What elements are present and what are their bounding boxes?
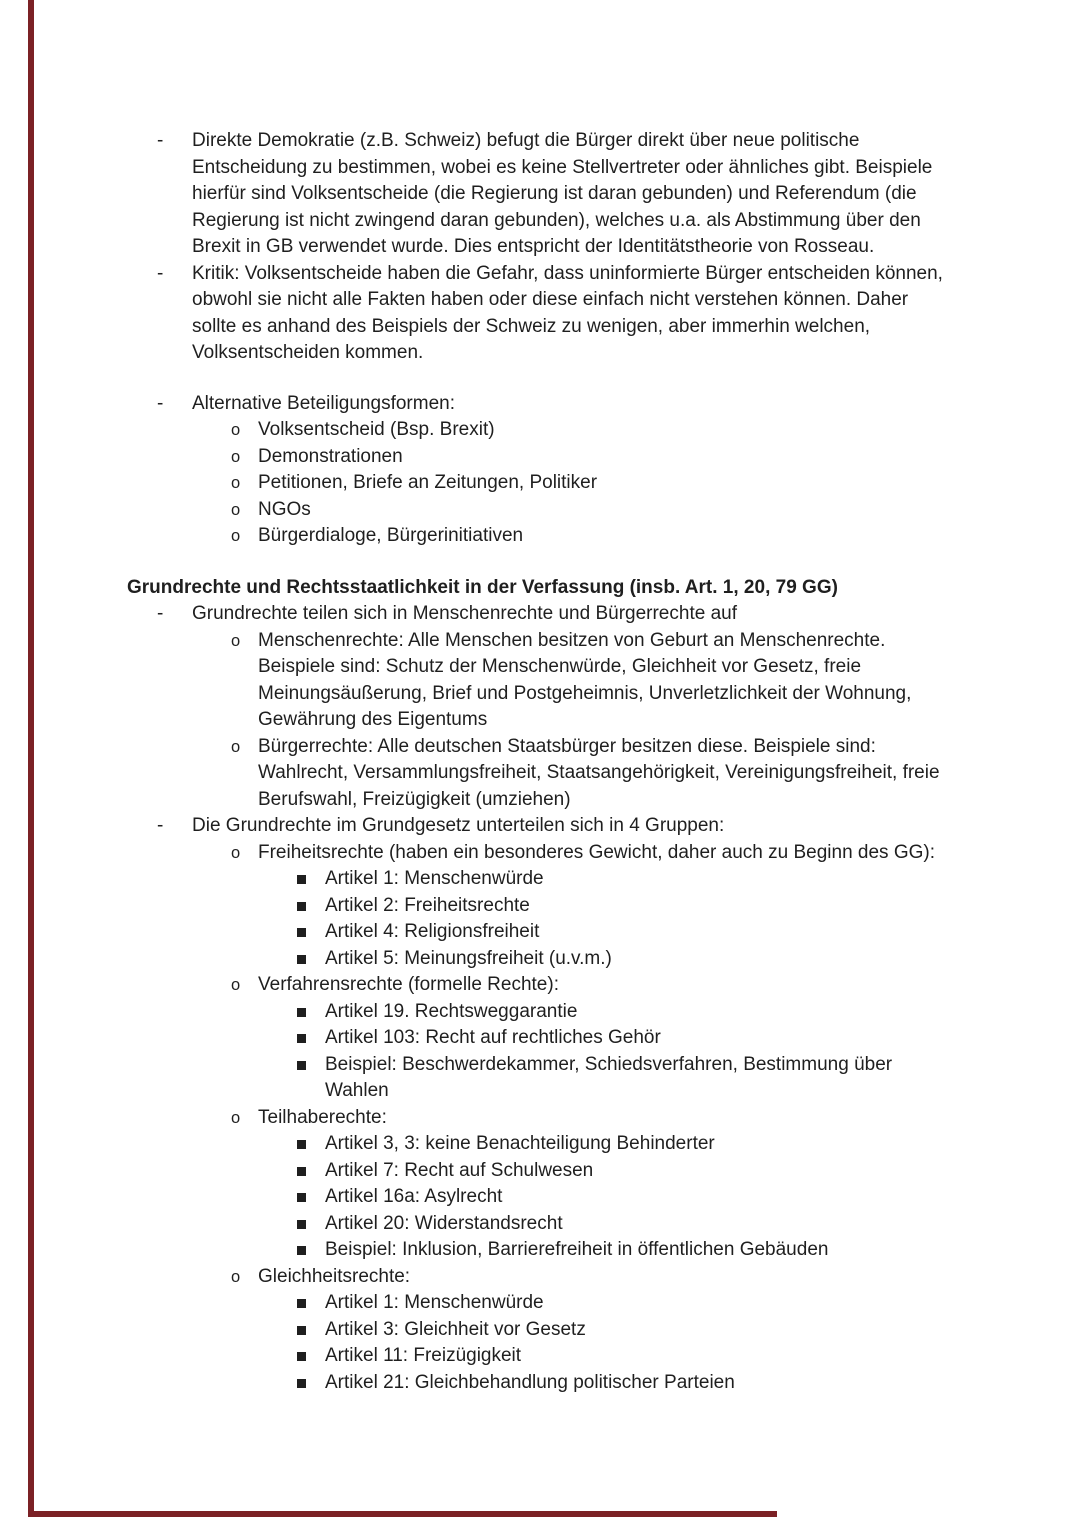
dash-bullet-icon: - <box>157 262 164 284</box>
list-item-level3 <box>295 893 1080 920</box>
list-item-level3 <box>295 1370 1080 1397</box>
square-bullet-icon <box>297 955 306 964</box>
text-line: Artikel 1: Menschenwürde <box>325 868 544 889</box>
square-bullet-icon <box>297 1326 306 1335</box>
text-line: Bürgerdialoge, Bürgerinitiativen <box>258 525 524 546</box>
list-item-level3 <box>295 919 1080 946</box>
text-line: Beispiel: Beschwerdekammer, Schiedsverfahren, Bestimmung über <box>325 1053 893 1075</box>
text-line: Artikel 20: Widerstandsrecht <box>325 1212 563 1234</box>
text-line: Gleichheitsrechte: <box>258 1265 411 1287</box>
square-bullet-icon <box>297 1379 306 1388</box>
square-bullet-icon <box>297 1034 306 1043</box>
list-item-level2 <box>231 628 1080 734</box>
list-item-level3 <box>295 999 1080 1026</box>
text-line: Artikel 2: Freiheitsrechte <box>325 894 530 916</box>
list-item-level2 <box>231 444 1080 471</box>
page-border-bottom <box>28 1511 777 1517</box>
list-item-level2 <box>231 497 1080 524</box>
square-bullet-icon <box>297 1246 306 1255</box>
circle-bullet-icon: o <box>231 1267 241 1286</box>
text-line: Artikel 5: Meinungsfreiheit (u.v.m.) <box>325 947 612 969</box>
list-item-level2 <box>231 972 1080 999</box>
square-bullet-icon <box>297 875 306 884</box>
square-bullet-icon <box>297 1220 306 1229</box>
list-item-level2 <box>231 470 1080 497</box>
text-line: Artikel 19. Rechtsweggarantie <box>325 1000 578 1022</box>
dash-bullet-icon: - <box>157 392 164 414</box>
list-item-level1 <box>157 601 1080 628</box>
text-line: Demonstrationen <box>258 445 403 467</box>
list-item-level3 <box>295 866 1080 893</box>
text-line: Wahlen <box>325 1080 389 1101</box>
text-line: Berufswahl, Freizügigkeit (umziehen) <box>258 788 571 810</box>
text-line: Bürgerrechte: Alle deutschen Staatsbürger besitzen diese. Beispiele sind: <box>258 735 876 757</box>
circle-bullet-icon: o <box>231 421 241 439</box>
section-heading <box>127 575 1080 602</box>
list-item-level3 <box>295 1025 1080 1052</box>
list-item-level2 <box>231 417 1080 444</box>
text-line: obwohl sie nicht alle Fakten haben oder diese einfach nicht verstehen können. Daher <box>192 289 909 310</box>
text-line: Artikel 3: Gleichheit vor Gesetz <box>325 1318 586 1340</box>
list-item-level2 <box>231 734 1080 814</box>
text-line: Direkte Demokratie (z.B. Schweiz) befugt die Bürger direkt über neue politische <box>192 130 860 151</box>
square-bullet-icon <box>297 1061 306 1070</box>
list-item-level3 <box>295 946 1080 973</box>
circle-bullet-icon: o <box>231 500 241 519</box>
dash-bullet-icon: - <box>157 130 164 151</box>
text-line: sollte es anhand des Beispiels der Schweiz zu wenigen, aber immerhin welchen, <box>192 315 871 337</box>
text-line: Artikel 4: Religionsfreiheit <box>325 921 540 942</box>
dash-bullet-icon: - <box>157 815 164 836</box>
notes-outline <box>0 128 1080 1396</box>
text-line: Artikel 11: Freizügigkeit <box>325 1345 522 1366</box>
text-line: Grundrechte teilen sich in Menschenrechte und Bürgerrechte auf <box>192 603 737 624</box>
circle-bullet-icon: o <box>231 843 241 862</box>
circle-bullet-icon: o <box>231 527 241 545</box>
list-item-level3 <box>295 1211 1080 1238</box>
circle-bullet-icon: o <box>231 737 241 756</box>
text-line: NGOs <box>258 498 311 520</box>
square-bullet-icon <box>297 902 306 911</box>
text-line: hierfür sind Volksentscheide (die Regierung ist daran gebunden) und Referendum (die <box>192 183 917 204</box>
square-bullet-icon <box>297 1140 306 1149</box>
circle-bullet-icon: o <box>231 474 241 492</box>
list-item-level3 <box>295 1343 1080 1370</box>
list-item-level2 <box>231 523 1080 550</box>
square-bullet-icon <box>297 1167 306 1176</box>
list-item-level1 <box>157 128 1080 261</box>
text-line: Artikel 16a: Asylrecht <box>325 1186 503 1207</box>
text-line: Gewährung des Eigentums <box>258 709 488 730</box>
text-line: Artikel 103: Recht auf rechtliches Gehör <box>325 1027 661 1048</box>
text-line: Beispiele sind: Schutz der Menschenwürde, Gleichheit vor Gesetz, freie <box>258 656 862 677</box>
circle-bullet-icon: o <box>231 447 241 466</box>
text-line: Artikel 1: Menschenwürde <box>325 1292 544 1313</box>
text-line: Entscheidung zu bestimmen, wobei es keine Stellvertreter oder ähnliches gibt. Beispiele <box>192 156 933 178</box>
text-line: Regierung ist nicht zwingend daran gebunden), welches u.a. als Abstimmung über den <box>192 209 921 231</box>
text-line: Wahlrecht, Versammlungsfreiheit, Staatsangehörigkeit, Vereinigungsfreiheit, freie <box>258 762 940 783</box>
list-item-level3 <box>295 1131 1080 1158</box>
text-line: Teilhaberechte: <box>258 1106 387 1128</box>
list-item-level1 <box>157 261 1080 367</box>
text-line: Beispiel: Inklusion, Barrierefreiheit in öffentlichen Gebäuden <box>325 1239 829 1260</box>
list-item-level3 <box>295 1184 1080 1211</box>
text-line: Volksentscheiden kommen. <box>192 342 424 363</box>
text-line: Verfahrensrechte (formelle Rechte): <box>258 974 559 995</box>
list-item-level3 <box>295 1317 1080 1344</box>
circle-bullet-icon: o <box>231 976 241 994</box>
text-line: Artikel 3, 3: keine Benachteiligung Behinderter <box>325 1133 715 1154</box>
text-line: Die Grundrechte im Grundgesetz unterteilen sich in 4 Gruppen: <box>192 815 725 836</box>
list-item-level2 <box>231 1264 1080 1291</box>
dash-bullet-icon: - <box>157 603 164 624</box>
circle-bullet-icon: o <box>231 631 241 650</box>
square-bullet-icon <box>297 928 306 937</box>
circle-bullet-icon: o <box>231 1108 241 1127</box>
text-line: Kritik: Volksentscheide haben die Gefahr, dass uninformierte Bürger entscheiden können, <box>192 262 943 284</box>
list-item-level2 <box>231 1105 1080 1132</box>
text-line: Volksentscheid (Bsp. Brexit) <box>258 419 495 440</box>
text-line: Freiheitsrechte (haben ein besonderes Gewicht, daher auch zu Beginn des GG): <box>258 841 935 863</box>
text-line: Alternative Beteiligungsformen: <box>192 392 455 414</box>
list-item-level3 <box>295 1290 1080 1317</box>
text-line: Artikel 7: Recht auf Schulwesen <box>325 1159 594 1181</box>
text-line: Meinungsäußerung, Brief und Postgeheimnis, Unverletzlichkeit der Wohnung, <box>258 682 912 704</box>
text-line: Brexit in GB verwendet wurde. Dies entspricht der Identitätstheorie von Rosseau. <box>192 236 875 257</box>
square-bullet-icon <box>297 1299 306 1308</box>
text-line: Petitionen, Briefe an Zeitungen, Politiker <box>258 472 598 493</box>
list-item-level1 <box>157 391 1080 418</box>
list-item-level3 <box>295 1052 1080 1105</box>
list-item-level2 <box>231 840 1080 867</box>
square-bullet-icon <box>297 1193 306 1202</box>
text-line: Grundrechte und Rechtsstaatlichkeit in der Verfassung (insb. Art. 1, 20, 79 GG) <box>127 576 838 598</box>
list-item-level1 <box>157 813 1080 840</box>
list-item-level3 <box>295 1158 1080 1185</box>
square-bullet-icon <box>297 1352 306 1361</box>
list-item-level3 <box>295 1237 1080 1264</box>
text-line: Menschenrechte: Alle Menschen besitzen von Geburt an Menschenrechte. <box>258 629 886 651</box>
square-bullet-icon <box>297 1008 306 1017</box>
text-line: Artikel 21: Gleichbehandlung politischer Parteien <box>325 1371 735 1393</box>
